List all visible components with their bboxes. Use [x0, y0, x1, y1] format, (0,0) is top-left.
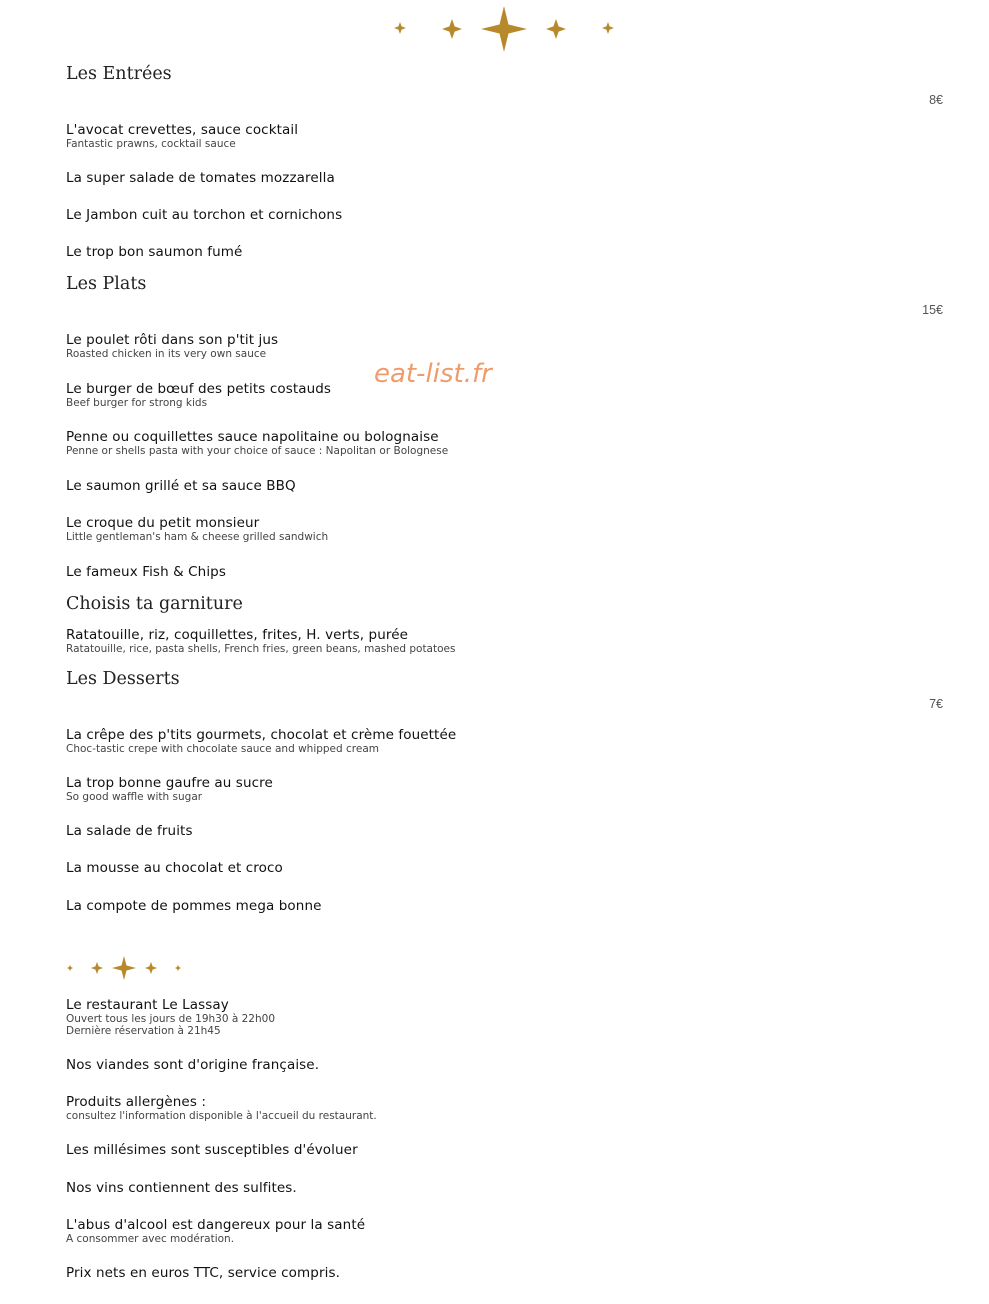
- item-name: La crêpe des p'tits gourmets, chocolat et crème fouettée: [66, 727, 457, 743]
- item-name: Ratatouille, riz, coquillettes, frites, H. verts, purée: [66, 627, 409, 643]
- info-item: [66, 997, 275, 1037]
- section-title-desserts: Les Desserts: [66, 669, 180, 689]
- menu-item: [66, 122, 298, 151]
- section-title-garniture: Choisis ta garniture: [66, 594, 243, 614]
- price-desserts: 7€: [929, 697, 943, 711]
- menu-item: [66, 207, 342, 223]
- item-name: La salade de fruits: [66, 823, 193, 839]
- info-name: Nos viandes sont d'origine française.: [66, 1057, 320, 1073]
- item-desc: Fantastic prawns, cocktail sauce: [66, 138, 236, 150]
- top-star-ornament: [386, 6, 622, 52]
- star-icon: [112, 956, 136, 980]
- star-icon: [145, 962, 157, 974]
- item-name: La super salade de tomates mozzarella: [66, 170, 335, 186]
- info-name: Les millésimes sont susceptibles d'évoluer: [66, 1142, 358, 1158]
- item-desc: Ratatouille, rice, pasta shells, French fries, green beans, mashed potatoes: [66, 643, 456, 655]
- menu-item: [66, 429, 448, 458]
- section-title-plats: Les Plats: [66, 274, 147, 294]
- menu-item: [66, 775, 273, 804]
- item-desc: Roasted chicken in its very own sauce: [66, 348, 267, 360]
- item-desc: So good waffle with sugar: [66, 791, 203, 803]
- menu-item: [66, 381, 331, 410]
- price-entrees: 8€: [929, 93, 943, 107]
- star-icon: [442, 19, 462, 39]
- item-name: L'avocat crevettes, sauce cocktail: [66, 122, 299, 138]
- item-name: La trop bonne gaufre au sucre: [66, 775, 273, 791]
- info-item: [66, 1094, 377, 1123]
- info-desc: Ouvert tous les jours de 19h30 à 22h00: [66, 1013, 276, 1025]
- info-item: [66, 1057, 319, 1073]
- item-name: La compote de pommes mega bonne: [66, 898, 322, 914]
- item-name: Le Jambon cuit au torchon et cornichons: [66, 207, 343, 223]
- info-item: [66, 1217, 365, 1246]
- menu-item: [66, 860, 283, 876]
- item-name: Le burger de bœuf des petits costauds: [66, 381, 332, 397]
- info-name: Le restaurant Le Lassay: [66, 997, 229, 1013]
- star-icon: [175, 965, 181, 971]
- menu-item: [66, 332, 278, 361]
- item-name: Le fameux Fish & Chips: [66, 564, 226, 580]
- info-item: [66, 1265, 340, 1281]
- menu-item: [66, 515, 328, 544]
- section-title-entrees: Les Entrées: [66, 64, 172, 84]
- star-icon: [394, 22, 406, 34]
- item-name: Penne ou coquillettes sauce napolitaine ou bolognaise: [66, 429, 439, 445]
- star-icon: [481, 6, 527, 52]
- info-name: Produits allergènes :: [66, 1094, 207, 1110]
- price-plats: 15€: [922, 303, 943, 317]
- menu-item: [66, 564, 226, 580]
- menu-item: [66, 627, 455, 656]
- info-name: L'abus d'alcool est dangereux pour la santé: [66, 1217, 366, 1233]
- item-desc: Choc-tastic crepe with chocolate sauce and whipped cream: [66, 743, 380, 755]
- info-desc-2: Dernière réservation à 21h45: [66, 1024, 221, 1037]
- item-desc: Penne or shells pasta with your choice of sauce : Napolitan or Bolognese: [66, 445, 449, 457]
- star-icon: [91, 962, 103, 974]
- item-desc: Little gentleman's ham & cheese grilled sandwich: [66, 531, 329, 543]
- watermark: eat-list.fr: [374, 359, 492, 389]
- item-name: Le poulet rôti dans son p'tit jus: [66, 332, 279, 348]
- star-icon: [546, 19, 566, 39]
- menu-item: [66, 898, 322, 914]
- menu-item: [66, 478, 296, 494]
- menu-item: [66, 823, 193, 839]
- info-desc: consultez l'information disponible à l'accueil du restaurant.: [66, 1110, 377, 1122]
- info-name: Prix nets en euros TTC, service compris.: [66, 1265, 340, 1281]
- menu-item: [66, 244, 242, 260]
- item-name: Le saumon grillé et sa sauce BBQ: [66, 478, 296, 494]
- item-desc: Beef burger for strong kids: [66, 397, 208, 409]
- info-name: Nos vins contiennent des sulfites.: [66, 1180, 297, 1196]
- item-name: Le croque du petit monsieur: [66, 515, 260, 531]
- info-item: [66, 1180, 297, 1196]
- star-icon: [67, 965, 73, 971]
- menu-item: [66, 727, 456, 756]
- info-desc: A consommer avec modération.: [66, 1233, 235, 1245]
- item-name: Le trop bon saumon fumé: [66, 244, 243, 260]
- info-item: [66, 1142, 358, 1158]
- item-name: La mousse au chocolat et croco: [66, 860, 283, 876]
- bottom-star-ornament: [62, 955, 186, 981]
- star-icon: [602, 22, 614, 34]
- menu-item: [66, 170, 335, 186]
